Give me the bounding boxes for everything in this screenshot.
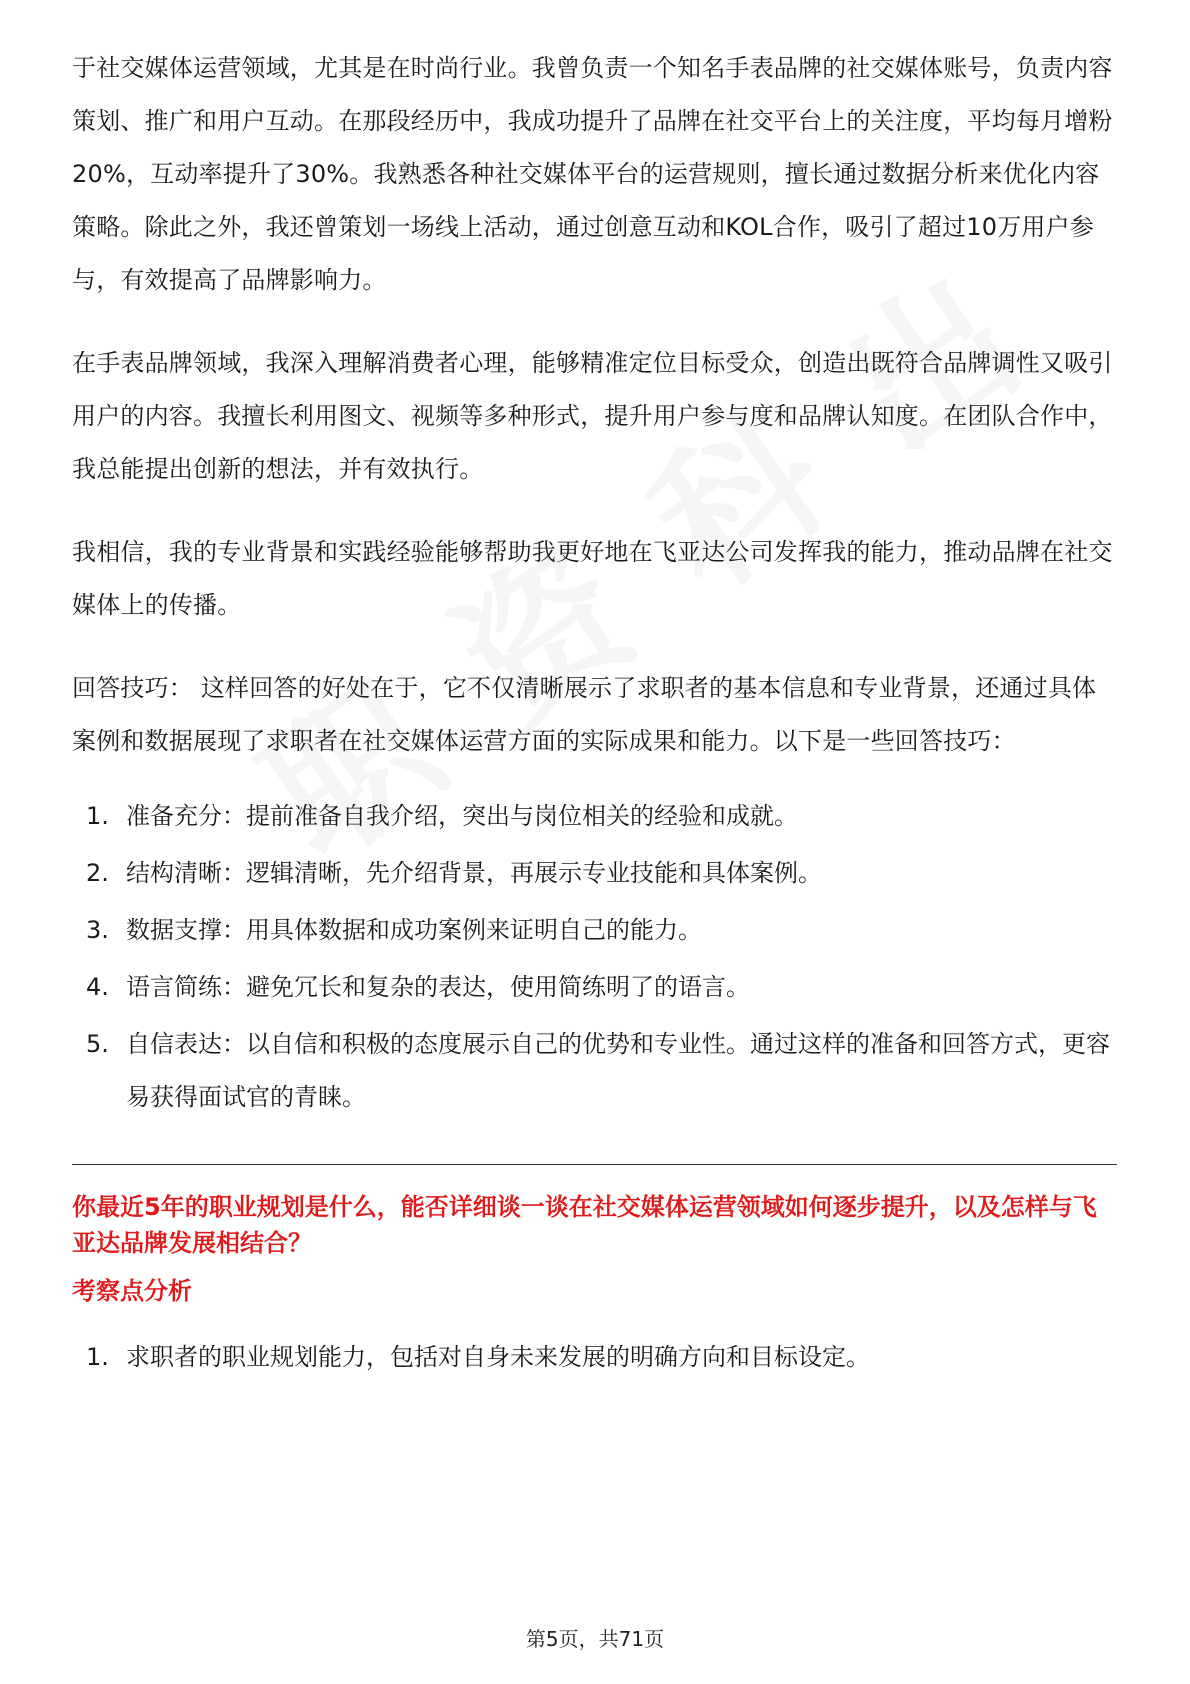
list-item: 1. 准备充分：提前准备自我介绍，突出与岗位相关的经验和成就。 [86,802,798,830]
section-divider [72,1164,1117,1165]
list-item: 4. 语言简练：避免冗长和复杂的表达，使用简练明了的语言。 [86,973,750,1001]
question-heading: 你最近5年的职业规划是什么，能否详细谈一谈在社交媒体运营领域如何逐步提升，以及怎样与飞亚达品牌发展相结合？ [72,1193,1097,1257]
list-item: 1. 求职者的职业规划能力，包括对自身未来发展的明确方向和目标设定。 [86,1343,870,1371]
list-item: 2. 结构清晰：逻辑清晰，先介绍背景，再展示专业技能和具体案例。 [86,859,822,887]
paragraph-conclusion: 我相信，我的专业背景和实践经验能够帮助我更好地在飞亚达公司发挥我的能力，推动品牌在社交媒体上的传播。 [72,538,1113,619]
paragraph-answer-tips: 回答技巧： 这样回答的好处在于，它不仅清晰展示了求职者的基本信息和专业背景，还通过具体案例和数据展现了求职者在社交媒体运营方面的实际成果和能力。以下是一些回答技巧： [72,674,1097,755]
list-item: 5. 自信表达：以自信和积极的态度展示自己的优势和专业性。通过这样的准备和回答方式，更容易获得面试官的青睐。 [86,1030,1110,1111]
paragraph-brand-understanding: 在手表品牌领域，我深入理解消费者心理，能够精准定位目标受众，创造出既符合品牌调性又吸引用户的内容。我擅长利用图文、视频等多种形式，提升用户参与度和品牌认知度。在团队合作中，我总能提出创新的想法，并有效执行。 [72,349,1113,483]
list-item: 3. 数据支撑：用具体数据和成功案例来证明自己的能力。 [86,916,702,944]
page-number: 第5页，共71页 [525,1627,665,1651]
tips-list [72,790,1117,1124]
page-content [72,42,1117,1388]
paragraph-experience: 于社交媒体运营领域，尤其是在时尚行业。我曾负责一个知名手表品牌的社交媒体账号，负责内容策划、推广和用户互动。在那段经历中，我成功提升了品牌在社交平台上的关注度，平均每月增粉20%，互动率提升了30%。我熟悉各种社交媒体平台的运营规则，擅长通过数据分析来优化内容策略。除此之外，我还曾策划一场线上活动，通过创意互动和KOL合作，吸引了超过10万用户参与，有效提高了品牌影响力。 [72,54,1113,294]
analysis-points-list [72,1331,1117,1384]
analysis-title: 考察点分析 [72,1277,192,1305]
